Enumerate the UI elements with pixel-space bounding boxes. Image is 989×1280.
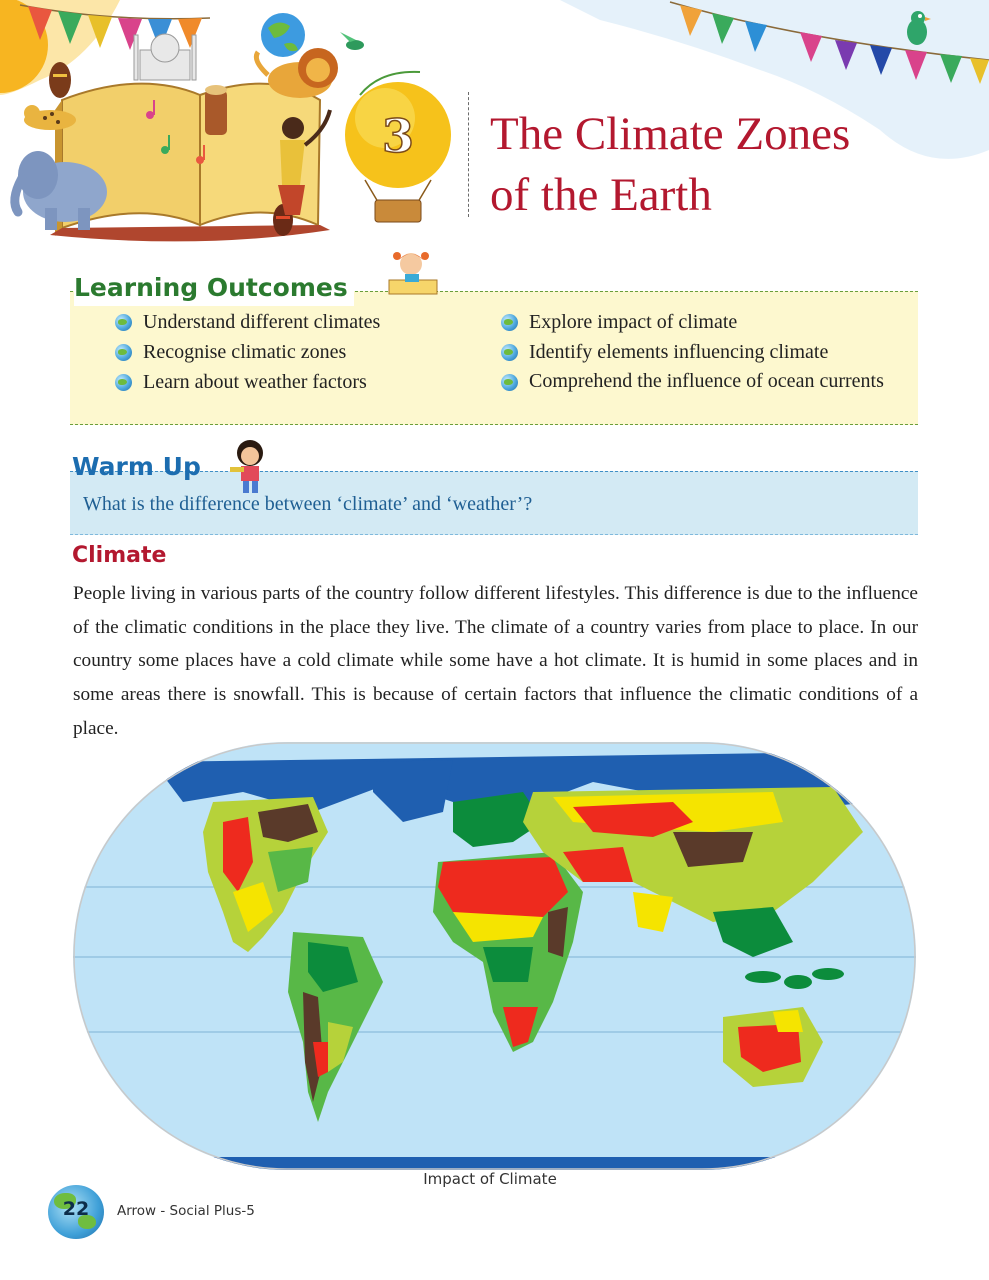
drum-icon [205, 85, 227, 135]
list-item: Identify elements influencing climate [501, 337, 901, 367]
list-item: Explore impact of climate [501, 307, 901, 337]
globe-bullet-icon [501, 314, 518, 331]
globe-bullet-icon [115, 374, 132, 391]
globe-bullet-icon [501, 344, 518, 361]
chapter-number: 3 [381, 109, 415, 163]
reading-child-icon [385, 246, 445, 298]
warm-up-question: What is the difference between ‘climate’ and ‘weather’? [83, 493, 533, 515]
map-caption: Impact of Climate [423, 1170, 557, 1188]
climate-paragraph: People living in various parts of the country follow different lifestyles. This difference is due to the influence of the climatic conditions in the place they live. The climate of a country varies from place to place. In our country some places have a cold climate while some have a hot climate. It is humid in some places and in some areas there is snowfall. This is because of certain factors that influence the climatic conditions of a place. [73, 583, 918, 739]
globe-icon [261, 13, 305, 57]
climate-heading: Climate [72, 543, 167, 568]
warm-up-heading: Warm Up [72, 452, 201, 481]
list-item: Understand different climates [115, 307, 380, 337]
learning-outcomes-left-list [115, 307, 380, 397]
chapter-title-line-2: of the Earth [490, 169, 712, 221]
list-item: Comprehend the influence of ocean currents [501, 367, 901, 395]
taj-mahal-illustration [134, 34, 196, 80]
list-item: Learn about weather factors [115, 367, 380, 397]
globe-bullet-icon [115, 314, 132, 331]
globe-bullet-icon [501, 374, 518, 391]
world-climate-map [73, 742, 916, 1170]
chapter-title-line-1: The Climate Zones [490, 108, 851, 160]
learning-outcomes-right-list [501, 307, 901, 395]
learning-outcomes-heading: Learning Outcomes [74, 270, 354, 306]
book-title: Arrow - Social Plus-5 [117, 1203, 255, 1219]
hummingbird-icon [340, 32, 364, 50]
title-divider [468, 92, 469, 217]
child-mascot-icon [228, 437, 272, 497]
african-mask-icon [49, 62, 71, 98]
globe-bullet-icon [115, 344, 132, 361]
page-number: 22 [62, 1198, 90, 1220]
chapter-title [490, 104, 960, 226]
list-item: Recognise climatic zones [115, 337, 380, 367]
